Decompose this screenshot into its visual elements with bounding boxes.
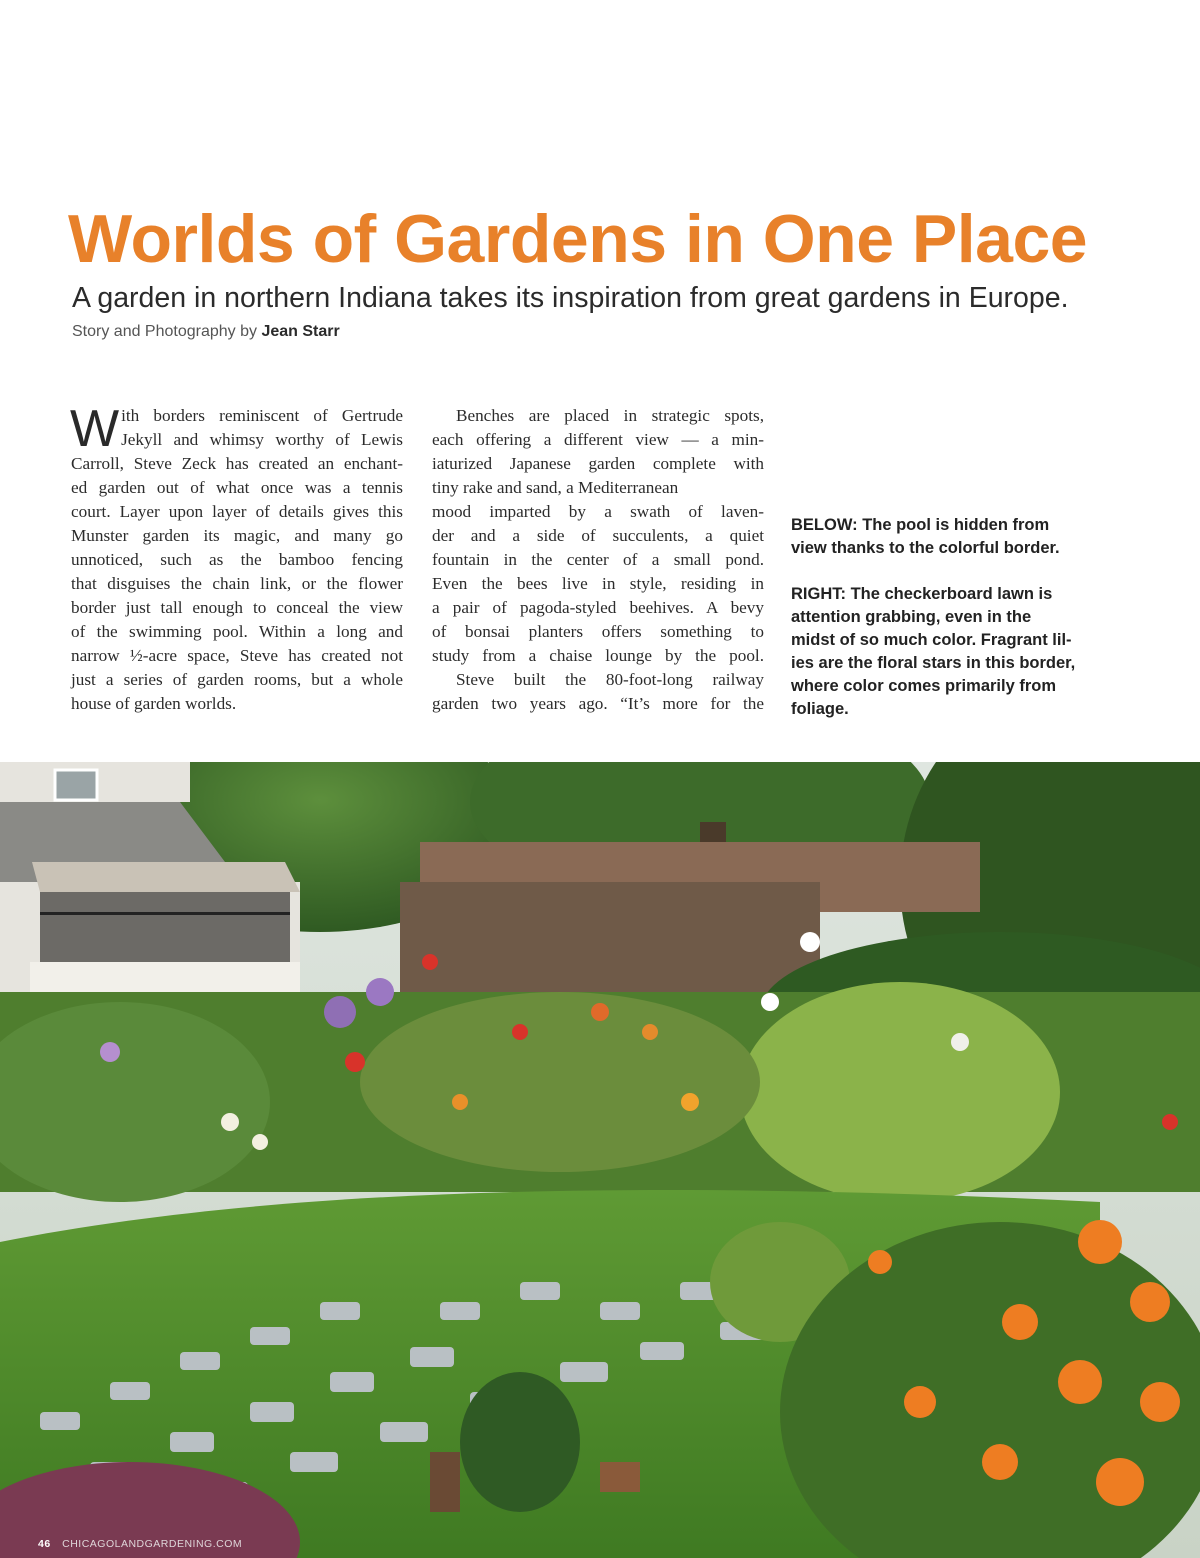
shrub <box>740 982 1060 1202</box>
drop-cap: W <box>70 400 120 458</box>
article-title: Worlds of Gardens in One Place <box>68 201 1088 277</box>
body-line: ed garden out of what once was a tennis <box>71 478 403 497</box>
body-line: der and a side of succulents, a quiet <box>432 526 764 545</box>
body-line: each offering a different view — a min- <box>432 430 764 449</box>
body-line: house of garden worlds. <box>71 694 237 713</box>
lantern <box>430 1452 460 1512</box>
body-line: Jekyll and whimsy worthy of Lewis <box>121 430 403 449</box>
body-line: border just tall enough to conceal the view <box>71 598 403 617</box>
awning <box>32 862 300 892</box>
page-number: 46 <box>38 1538 51 1550</box>
body-line: Munster garden its magic, and many go <box>71 526 403 545</box>
porch-railing <box>40 912 290 915</box>
caption-line: foliage. <box>791 700 849 718</box>
body-line: just a series of garden rooms, but a whole <box>71 670 403 689</box>
body-line: garden two years ago. “It’s more for the <box>432 694 764 713</box>
caption-line: where color comes primarily from <box>791 677 1057 695</box>
page-footer <box>38 1538 242 1550</box>
body-line: narrow ½-acre space, Steve has created not <box>71 646 403 665</box>
lantern <box>600 1462 640 1492</box>
body-line: court. Layer upon layer of details gives this <box>71 502 403 521</box>
body-line: tiny rake and sand, a Mediterranean <box>432 478 679 497</box>
body-line: unnoticed, such as the bamboo fencing <box>71 550 403 569</box>
byline-prefix: Story and Photography by <box>72 323 258 340</box>
house-window <box>55 770 97 800</box>
body-line: mood imparted by a swath of laven- <box>432 502 764 521</box>
body-column-1 <box>70 400 403 716</box>
caption-right <box>791 583 1121 721</box>
body-line: fountain in the center of a small pond. <box>432 550 764 569</box>
article-subtitle: A garden in northern Indiana takes its inspiration from great gardens in Europe. <box>72 282 1069 314</box>
wood-fence <box>400 882 820 992</box>
porch <box>40 892 290 962</box>
body-line: of the swimming pool. Within a long and <box>71 622 403 641</box>
body-line: Carroll, Steve Zeck has created an enchant- <box>71 454 403 473</box>
body-line: that disguises the chain link, or the flower <box>71 574 403 593</box>
body-line: of bonsai planters offers something to <box>432 622 764 641</box>
foreground-shrub <box>460 1372 580 1512</box>
body-line: ith borders reminiscent of Gertrude <box>121 406 403 425</box>
caption-line: view thanks to the colorful border. <box>791 539 1060 557</box>
byline <box>72 320 340 344</box>
caption-below <box>791 514 1121 560</box>
caption-line: BELOW: The pool is hidden from <box>791 516 1050 534</box>
body-line: a pair of pagoda-styled beehives. A bevy <box>432 598 764 617</box>
body-line: iaturized Japanese garden complete with <box>432 454 764 473</box>
caption-line: attention grabbing, even in the <box>791 608 1032 626</box>
body-line: study from a chaise lounge by the pool. <box>432 646 764 665</box>
caption-line: RIGHT: The checkerboard lawn is <box>791 585 1053 603</box>
caption-line: ies are the floral stars in this border, <box>791 654 1076 672</box>
author-name: Jean Starr <box>261 323 340 340</box>
garden-photo <box>0 762 1200 1558</box>
body-line: Steve built the 80-foot-long railway <box>456 670 764 689</box>
body-line: Benches are placed in strategic spots, <box>456 406 764 425</box>
body-column-2 <box>432 404 764 716</box>
caption-line: midst of so much color. Fragrant lil- <box>791 631 1072 649</box>
website-url: CHICAGOLANDGARDENING.COM <box>62 1538 243 1550</box>
body-line: Even the bees live in style, residing in <box>432 574 764 593</box>
shrub <box>360 992 760 1172</box>
